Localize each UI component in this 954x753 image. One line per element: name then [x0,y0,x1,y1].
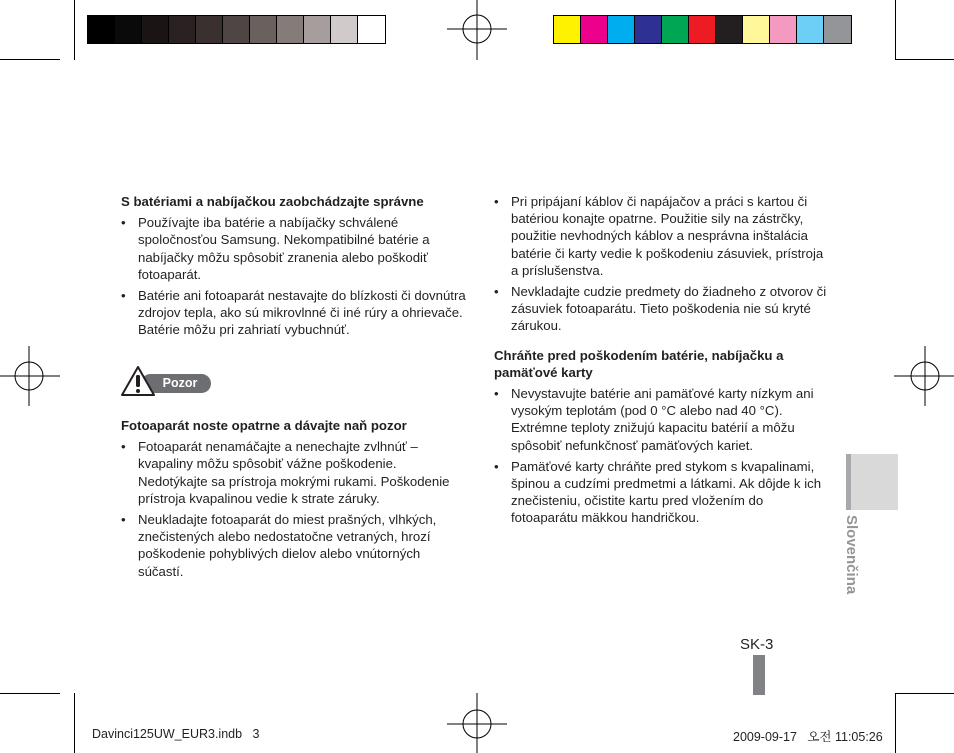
color-swatch-6 [716,16,743,43]
camera-care-list [121,438,466,580]
bullet-icon: • [121,215,126,231]
gray-swatch-4 [196,16,223,43]
caution-badge [121,366,211,396]
bullet-icon: • [494,194,499,209]
crop-mark-br-v [895,693,896,753]
registration-mark-bottom [447,693,507,753]
registration-mark-right [894,346,954,406]
bullet-icon: • [494,458,499,474]
color-swatch-1 [581,16,608,43]
crop-mark-tl-v [74,0,75,60]
gray-swatch-5 [223,16,250,43]
protection-list [494,385,830,527]
gray-swatch-7 [277,16,304,43]
language-tab-label: Slovenčina [843,515,860,595]
grayscale-swatch-strip [87,15,386,44]
gray-swatch-9 [331,16,358,43]
color-swatch-3 [635,16,662,43]
page-number: SK-3 [740,636,774,653]
footer-file-info: Davinci125UW_EUR3.indb 3 [92,727,260,741]
color-swatch-9 [797,16,824,43]
color-swatch-0 [554,16,581,43]
bullet-icon: • [121,288,126,304]
crop-mark-tr-v [895,0,896,60]
bullet-icon: • [494,284,499,300]
list-item: • Pri pripájaní káblov či napájačov a práci s kartou či batériou konajte opatrne. Použitie sily na zástrčky, použitie nevhodných káblov a nesprávna inštalácia batérie či karty vedie k poškodeniu zásuviek, prístroja a príslušenstva. [494,194,824,278]
color-swatch-4 [662,16,689,43]
list-item: • Pamäťové karty chráňte pred stykom s kvapalinami, špinou a cudzími predmetmi a látkami. Ak dôjde k ich znečisteniu, očistite kartu pred vložením do fotoaparátu mäkkou handričkou. [494,458,822,526]
color-swatch-7 [743,16,770,43]
gray-swatch-0 [88,16,115,43]
crop-mark-bl-v [74,693,75,753]
section-heading-batteries: S batériami a nabíjačkou zaobchádzajte správne [121,194,424,209]
crop-mark-br-h [895,693,954,694]
color-swatch-5 [689,16,716,43]
color-swatch-strip [553,15,852,44]
gray-swatch-6 [250,16,277,43]
list-item: • Nevystavujte batérie ani pamäťové karty nízkym ani vysokým teplotám (pod 0 °C alebo nad 40 °C). Extrémne teploty znižujú kapacitu batérií a môžu spôsobiť nefunkčnosť pamäťových kariet. [494,386,814,453]
list-item: • Fotoaparát nenamáčajte a nenechajte zvlhnúť – kvapaliny môžu spôsobiť vážne poškodenie. Nedotýkajte sa prístroja mokrými rukami. Poškodenie prístroja kvapalinou vedie k strate záruky. [121,439,450,506]
left-column [121,193,466,343]
section-heading-camera-care: Fotoaparát noste opatrne a dávajte naň pozor [121,418,407,433]
gray-swatch-2 [142,16,169,43]
list-item: • Používajte iba batérie a nabíjačky schválené spoločnosťou Samsung. Nekompatibilné batérie a nabíjačky môžu spôsobiť zranenia alebo poškodiť fotoaparát. [121,215,430,282]
gray-swatch-10 [358,16,385,43]
language-tab [846,454,898,510]
bullet-icon: • [494,386,499,402]
battery-list [121,214,466,338]
left-column-lower [121,417,466,584]
list-item: • Batérie ani fotoaparát nestavajte do blízkosti či dovnútra zdrojov tepla, ako sú mikrovlnné či iné rúry a ohrievače. Batérie môžu pri zahriatí vybuchnúť. [121,288,466,338]
crop-mark-bl-h [0,693,60,694]
list-item: • Neukladajte fotoaparát do miest prašných, vlhkých, znečistených alebo nedostatočne vetraných, hrozí poškodenie pohyblivých dielov alebo vnútorných súčastí. [121,512,437,579]
crop-mark-tr-h [895,59,954,60]
crop-mark-tl-h [0,59,60,60]
right-column [494,193,830,531]
color-swatch-2 [608,16,635,43]
bullet-icon: • [121,512,126,528]
registration-mark-left [0,346,60,406]
gray-swatch-3 [169,16,196,43]
registration-mark-top [447,0,507,60]
section-heading-protection: Chráňte pred poškodením batérie, nabíjačku a pamäťové karty [494,347,784,380]
page-number-bar [753,655,765,695]
language-tab-accent [846,454,851,510]
list-item: • Nevkladajte cudzie predmety do žiadneho z otvorov či zásuviek fotoaparátu. Tieto poškodenia nie sú kryté zárukou. [494,284,827,334]
gray-swatch-1 [115,16,142,43]
footer-timestamp: 2009-09-17 오전 11:05:26 [733,730,883,744]
bullet-icon: • [121,439,126,455]
warning-triangle-icon [121,366,155,396]
gray-swatch-8 [304,16,331,43]
connection-list [494,193,830,335]
color-swatch-8 [770,16,797,43]
caution-label: Pozor [141,374,211,393]
color-swatch-10 [824,16,851,43]
